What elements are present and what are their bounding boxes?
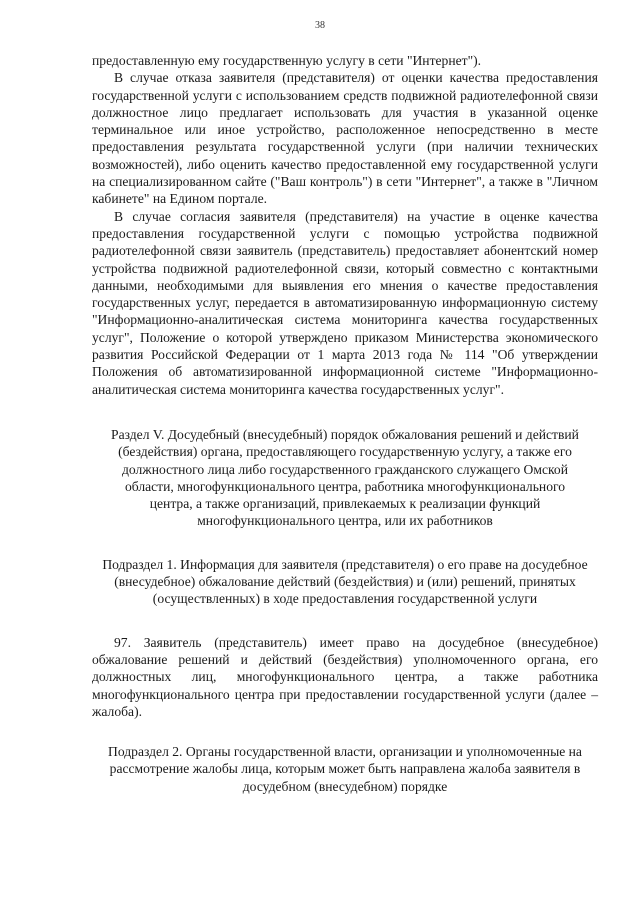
section-v-heading: Раздел V. Досудебный (внесудебный) порядок обжалования решений и действий (бездействия) органа, предоставляющего государственную услугу, а также его должностного лица либо государственного гражданского служащего Омской области, многофункционального центра, работника многофункционального центра, а также организаций, привлекаемых к реализации функций многофункционального центра, или их работников (111, 426, 579, 529)
subsection-2-heading: Подраздел 2. Органы государственной власти, организации и уполномоченные на рассмотрение жалобы лица, которым может быть направлена жалоба заявителя в досудебном (внесудебном) порядке (108, 744, 582, 794)
subsection-1-heading: Подраздел 1. Информация для заявителя (представителя) о его праве на досудебное (внесудебное) обжалование действий (бездействия) и (или) решений, принятых (осуществленных) в ходе предоставления государственной услуги (102, 556, 588, 607)
paragraph-refusal-evaluation: В случае отказа заявителя (представителя) от оценки качества предоставления государственной услуги с использованием средств подвижной радиотелефонной связи должностное лицо предлагает использовать для участия в указанной оценке терминальное или иное устройство, расположенное непосредственно в месте предоставления результата государственной услуги (при наличии технических возможностей), либо оценить качество предоставленной ему государственной услуги на специализированном сайте ("Ваш контроль") в сети "Интернет", а также в "Личном кабинете" на Едином портале. (92, 70, 598, 207)
page-number: 38 (315, 20, 325, 31)
paragraph-consent-evaluation: В случае согласия заявителя (представителя) на участие в оценке качества предоставления государственной услуги с помощью устройства подвижной радиотелефонной связи заявитель (представитель) предоставляет абонентский номер устройства подвижной радиотелефонной связи, который совместно с контактными данными, необходимыми для выявления его мнения о качестве предоставления государственных услуг, передается в автоматизированную информационную систему "Информационно-аналитическая система мониторинга качества государственных услуг", Положение о которой утверждено приказом Министерства экономического развития Российской Федерации от 1 марта 2013 года № 114 "Об утверждении Положения об автоматизированной информационной системе "Информационно-аналитическая система мониторинга качества государственных услуг". (92, 208, 598, 397)
paragraph-97: 97. Заявитель (представитель) имеет право на досудебное (внесудебное) обжалование решений и действий (бездействия) уполномоченного органа, его должностных лиц, многофункционального центра, а также работника многофункционального центра при предоставлении государственной услуги (далее – жалоба). (92, 634, 598, 719)
paragraph-continuation: предоставленную ему государственную услугу в сети "Интернет"). (92, 53, 482, 68)
document-body (92, 52, 598, 795)
